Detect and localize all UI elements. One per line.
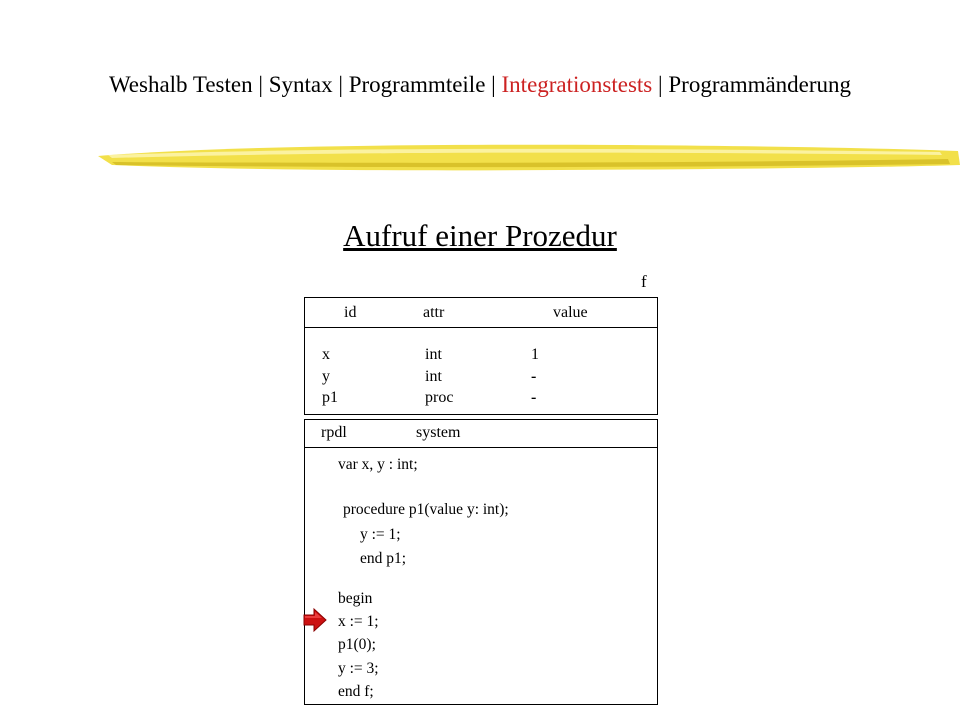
nav-separator: |: [485, 72, 502, 97]
header-id: id: [344, 304, 357, 321]
symbol-value: -: [531, 389, 537, 406]
frame-label: f: [641, 272, 647, 291]
code-line: y := 3;: [338, 660, 379, 677]
rpdl-label: rpdl: [321, 424, 347, 441]
code-listing: [304, 447, 658, 705]
code-line: procedure p1(value y: int);: [343, 501, 509, 518]
frame-symbol-table: [304, 327, 658, 415]
rpdl-value: system: [416, 424, 461, 441]
section-nav: [0, 72, 960, 98]
symbol-id: p1: [322, 389, 338, 406]
symbol-id: x: [322, 346, 330, 363]
slide-title: Aufruf einer Prozedur: [343, 218, 617, 253]
nav-item-programmteile[interactable]: Programmteile: [348, 72, 486, 97]
code-line: var x, y : int;: [338, 456, 418, 473]
nav-separator: |: [652, 72, 669, 97]
nav-item-programmaenderung[interactable]: Programmänderung: [668, 72, 852, 97]
nav-item-syntax[interactable]: Syntax: [268, 72, 333, 97]
nav-separator: |: [332, 72, 349, 97]
symbol-value: -: [531, 367, 537, 385]
id-column: [322, 344, 338, 409]
nav-separator: |: [252, 72, 269, 97]
code-line: y := 1;: [360, 526, 401, 543]
code-line: end p1;: [360, 550, 407, 567]
symbol-value: 1: [531, 346, 539, 363]
code-line: begin: [338, 590, 373, 607]
code-line: end f;: [338, 683, 374, 700]
frame-rpdl-row: [304, 419, 658, 448]
attr-column: [425, 344, 453, 409]
header-attr: attr: [423, 304, 445, 321]
code-line: p1(0);: [338, 636, 376, 653]
symbol-attr: proc: [425, 389, 454, 406]
right-arrow-icon: [302, 607, 328, 633]
frame-header-row: [304, 297, 658, 328]
code-line-current: x := 1;: [338, 613, 379, 630]
symbol-id: y: [322, 367, 330, 385]
value-column: [531, 344, 539, 409]
symbol-attr: int: [425, 367, 442, 385]
header-value: value: [553, 304, 588, 321]
brush-stroke-divider: [0, 140, 960, 180]
nav-item-integrationstests[interactable]: Integrationstests: [501, 72, 653, 97]
nav-item-weshalb-testen[interactable]: Weshalb Testen: [108, 72, 253, 97]
symbol-attr: int: [425, 346, 442, 363]
